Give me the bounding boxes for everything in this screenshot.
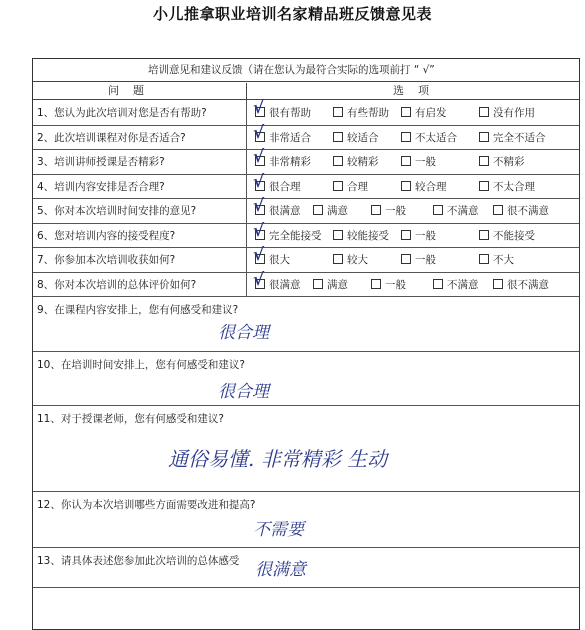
option-checkbox[interactable] [313,277,348,292]
open-question-block [33,296,579,352]
option-checkbox[interactable] [479,252,514,267]
option-checkbox[interactable] [401,252,436,267]
column-header-question: 问题 [108,84,158,97]
question-text: 2、此次培训课程对你是否适合? [37,131,186,144]
checkbox-square[interactable] [333,132,343,142]
question-row [33,198,579,224]
checkbox-square[interactable] [371,279,381,289]
row-divider [246,198,247,223]
checkbox-square[interactable] [401,181,411,191]
question-text: 3、培训讲师授课是否精彩? [37,156,165,168]
option-label: 较适合 [347,131,379,144]
checkbox-square[interactable] [433,205,443,215]
open-question-block [33,547,579,588]
option-label: 很有帮助 [269,107,311,119]
option-checkbox[interactable] [493,203,549,218]
option-label: 满意 [327,278,348,291]
feedback-form [32,58,580,630]
handwritten-check-mark: √ [253,196,265,216]
option-checkbox[interactable] [433,277,479,292]
checkbox-square[interactable] [479,181,489,191]
row-divider [246,247,247,272]
handwritten-check-mark: √ [253,98,265,118]
option-label: 一般 [385,205,406,217]
option-checkbox[interactable] [333,179,368,194]
handwritten-check-mark: √ [253,245,265,265]
row-divider [246,125,247,150]
option-checkbox[interactable] [479,179,535,194]
question-text: 6、您对培训内容的接受程度? [37,229,176,242]
question-text: 8、你对本次培训的总体评价如何? [37,278,197,291]
option-checkbox[interactable] [401,154,436,169]
option-label: 不精彩 [493,156,525,168]
option-label: 较精彩 [347,156,379,168]
option-label: 很不满意 [507,278,549,291]
open-question-block [33,351,579,406]
form-title: 小儿推拿职业培训名家精品班反馈意见表 [152,5,432,23]
checkbox-square[interactable] [479,230,489,240]
row-divider [246,174,247,199]
option-checkbox[interactable] [479,154,525,169]
option-label: 非常精彩 [269,156,311,168]
option-label: 完全能接受 [269,229,322,242]
handwritten-answer: 通俗易懂. 非常精彩 生动 [168,447,388,471]
question-row [33,171,579,200]
option-label: 较大 [347,254,368,266]
option-checkbox[interactable] [333,252,368,267]
checkbox-square[interactable] [371,205,381,215]
option-label: 不太适合 [415,131,457,144]
option-label: 不满意 [447,278,479,291]
option-checkbox[interactable] [401,179,447,194]
option-label: 较能接受 [347,229,389,242]
question-text: 7、你参加本次培训收获如何? [37,254,176,266]
option-label: 完全不适合 [493,131,546,144]
handwritten-answer: 很合理 [218,382,269,402]
checkbox-square[interactable] [333,181,343,191]
question-row [33,247,579,273]
option-checkbox[interactable] [433,203,479,218]
row-divider [246,272,247,297]
row-divider [246,100,247,125]
handwritten-check-mark: √ [253,220,265,241]
open-question-text: 13、请具体表述您参加此次培训的总体感受 [37,555,240,567]
option-checkbox[interactable] [333,154,379,169]
question-text: 5、你对本次培训时间安排的意见? [37,205,197,217]
checkbox-square[interactable] [479,156,489,166]
checkbox-square[interactable] [333,230,343,240]
option-checkbox[interactable] [401,228,436,243]
question-row [33,122,579,151]
option-label: 没有作用 [493,107,535,119]
checkbox-square[interactable] [401,254,411,264]
option-checkbox[interactable] [401,105,447,120]
column-header-options: 选项 [393,84,443,97]
handwritten-check-mark: √ [253,122,265,143]
handwritten-check-mark: √ [253,171,265,192]
option-checkbox[interactable] [371,277,406,292]
row-divider [246,149,247,174]
option-label: 不太合理 [493,180,535,193]
option-checkbox[interactable] [479,105,535,120]
option-checkbox[interactable] [333,105,389,120]
open-question-text: 11、对于授课老师，您有何感受和建议? [37,413,224,425]
checkbox-square[interactable] [493,279,503,289]
option-label: 一般 [415,229,436,242]
question-row [33,149,579,175]
checkbox-square[interactable] [493,205,503,215]
checkbox-square[interactable] [401,132,411,142]
handwritten-answer: 很满意 [255,560,306,580]
option-label: 很满意 [269,278,301,291]
question-text: 4、培训内容安排是否合理? [37,180,165,193]
option-label: 非常适合 [269,131,311,144]
checkbox-square[interactable] [313,279,323,289]
row-divider [246,223,247,248]
option-checkbox[interactable] [255,228,322,243]
checkbox-square[interactable] [313,205,323,215]
option-checkbox[interactable] [333,130,379,145]
question-row [33,220,579,249]
option-label: 一般 [415,254,436,266]
instruction-text: 培训意见和建议反馈（请在您认为最符合实际的选项前打 “ √” [33,59,579,82]
checkbox-square[interactable] [433,279,443,289]
open-question-text: 10、在培训时间安排上，您有何感受和建议? [37,359,245,371]
column-divider [246,83,247,99]
open-question-text: 9、在课程内容安排上，您有何感受和建议? [37,304,239,316]
option-label: 很合理 [269,180,301,193]
checkbox-square[interactable] [479,254,489,264]
checkbox-square[interactable] [333,156,343,166]
option-label: 不能接受 [493,229,535,242]
option-label: 有些帮助 [347,107,389,119]
option-checkbox[interactable] [313,203,348,218]
option-checkbox[interactable] [371,203,406,218]
option-label: 不满意 [447,205,479,217]
checkbox-square[interactable] [333,254,343,264]
question-row [33,100,579,126]
option-label: 有启发 [415,107,447,119]
option-checkbox[interactable] [479,130,546,145]
checkbox-square[interactable] [333,107,343,117]
option-checkbox[interactable] [493,277,549,292]
handwritten-check-mark: √ [253,269,265,290]
option-label: 满意 [327,205,348,217]
question-row [33,269,579,298]
handwritten-check-mark: √ [253,147,265,167]
checkbox-square[interactable] [401,230,411,240]
column-header-row [33,83,579,100]
open-question-text: 12、你认为本次培训哪些方面需要改进和提高? [37,499,256,511]
open-question-block [33,491,579,548]
option-label: 一般 [415,156,436,168]
checkbox-square[interactable] [401,107,411,117]
question-text: 1、您认为此次培训对您是否有帮助? [37,107,207,119]
option-label: 较合理 [415,180,447,193]
checkbox-square[interactable] [479,107,489,117]
open-question-block [33,405,579,492]
handwritten-answer: 不需要 [253,520,304,540]
option-label: 很不满意 [507,205,549,217]
option-checkbox[interactable] [479,228,535,243]
option-checkbox[interactable] [333,228,389,243]
option-label: 很大 [269,254,290,266]
option-label: 很满意 [269,205,301,217]
checkbox-square[interactable] [479,132,489,142]
option-label: 合理 [347,180,368,193]
handwritten-answer: 很合理 [218,323,269,343]
option-label: 不大 [493,254,514,266]
option-label: 一般 [385,278,406,291]
checkbox-square[interactable] [401,156,411,166]
option-checkbox[interactable] [401,130,457,145]
